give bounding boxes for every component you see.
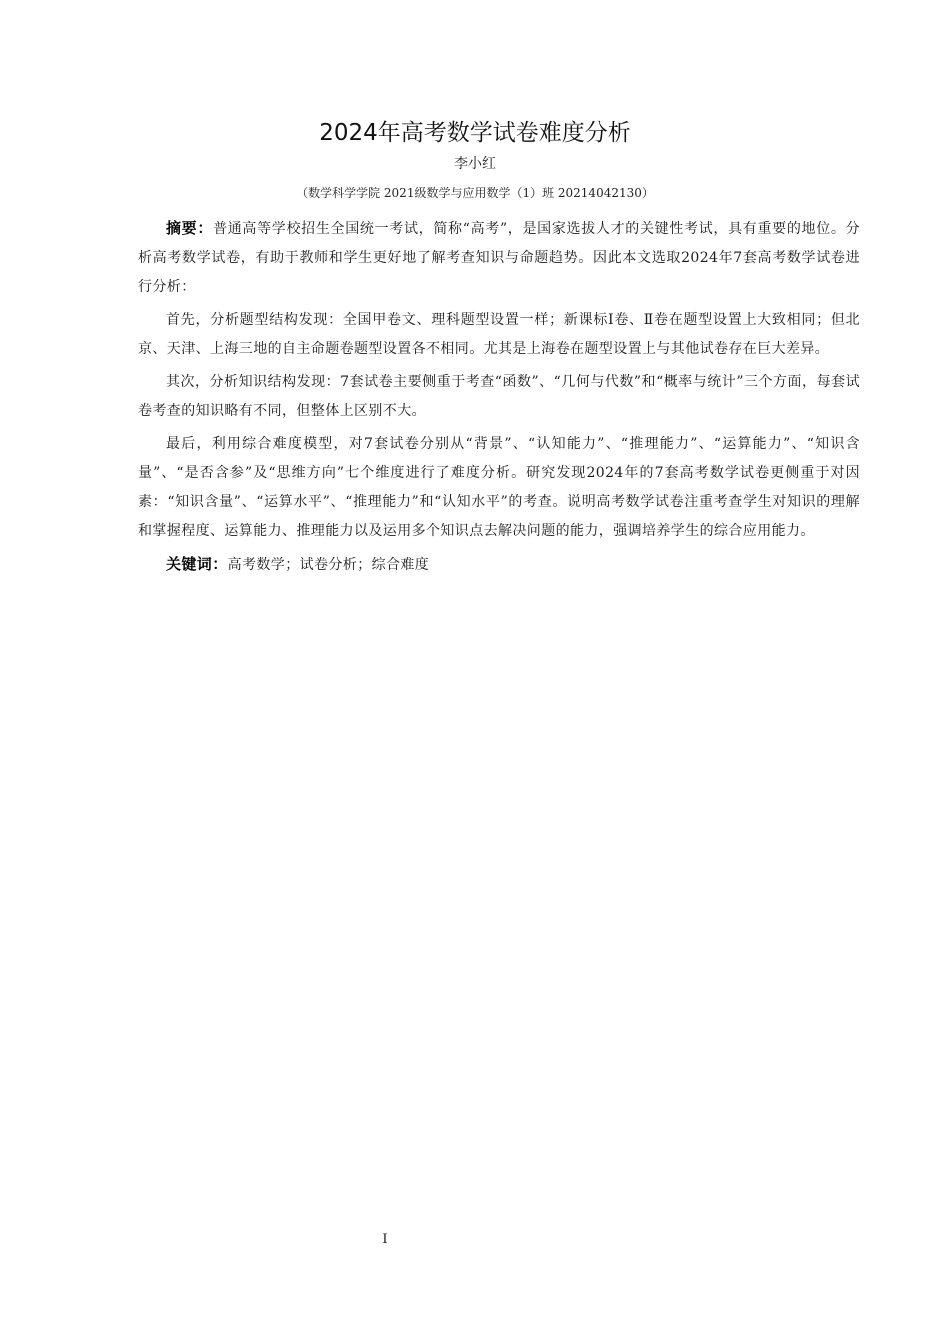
abstract-intro-text: 普通高等学校招生全国统一考试，简称“高考”，是国家选拔人才的关键性考试，具有重要的地位。分析高考数学试卷，有助于教师和学生更好地了解考查知识与命题趋势。因此本文选取2024年7套高考数学试卷进行分析： (138, 221, 860, 295)
abstract-paragraph-second: 其次，分析知识结构发现：7套试卷主要侧重于考查“函数”、“几何与代数”和“概率与统计”三个方面，每套试卷考查的知识略有不同，但整体上区别不大。 (138, 374, 860, 419)
abstract-label: 摘要： (166, 219, 214, 237)
abstract-paragraph-first: 首先，分析题型结构发现：全国甲卷文、理科题型设置一样；新课标Ⅰ卷、Ⅱ卷在题型设置上大致相同；但北京、天津、上海三地的自主命题卷题型设置各不相同。尤其是上海卷在题型设置上与其他试卷存在巨大差异。 (138, 312, 860, 357)
paper-title: 2024年高考数学试卷难度分析 (319, 120, 631, 146)
keywords-label: 关键词： (166, 555, 228, 573)
abstract-paragraph-last: 最后，利用综合难度模型，对7套试卷分别从“背景”、“认知能力”、“推理能力”、“运算能力”、“知识含量”、“是否含参”及“思维方向”七个维度进行了难度分析。研究发现2024年的7套高考数学试卷更侧重于对因素：“知识含量”、“运算水平”、“推理能力”和“认知水平”的考查。说明高考数学试卷注重考查学生对知识的理解和掌握程度、运算能力、推理能力以及运用多个知识点去解决问题的能力，强调培养学生的综合应用能力。 (138, 436, 860, 539)
author-affiliation: （数学科学学院 2021级数学与应用数学（1）班 20214042130） (296, 186, 654, 200)
keywords-text: 高考数学；试卷分析；综合难度 (227, 557, 430, 573)
keywords-line (138, 550, 860, 580)
abstract-section (138, 214, 860, 584)
page-number: I (382, 1232, 388, 1247)
author-name: 李小红 (454, 156, 496, 172)
abstract-intro-paragraph (138, 214, 860, 302)
